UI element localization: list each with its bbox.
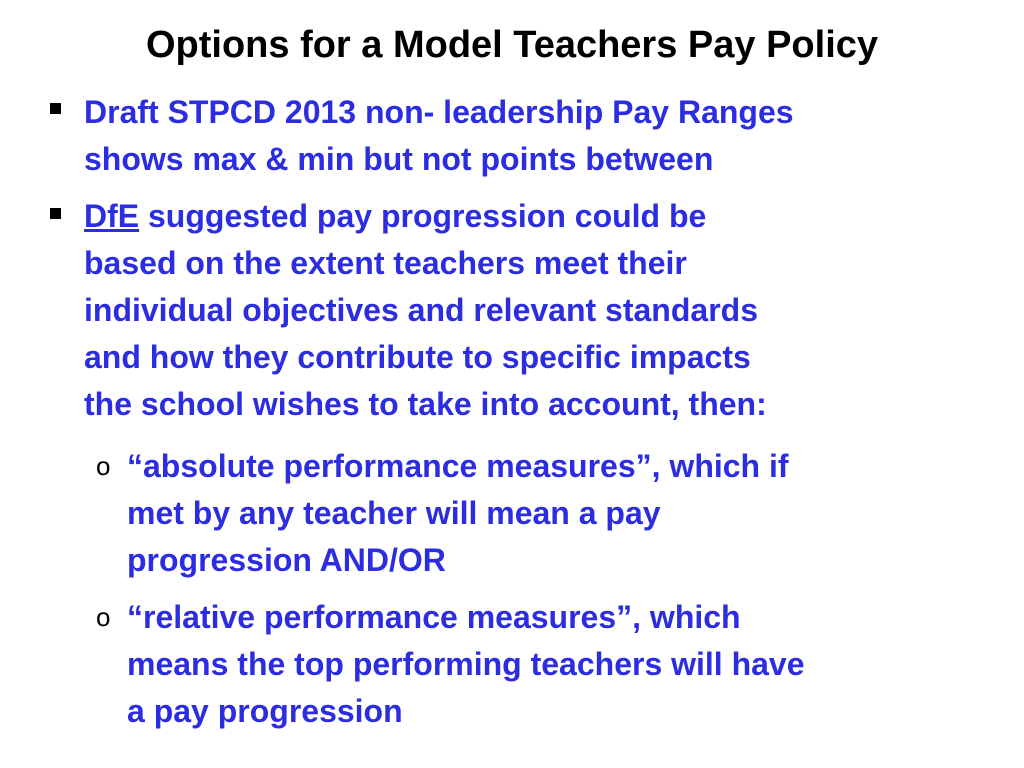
sub-bullet-line: a pay progression: [127, 693, 403, 729]
sub-bullet-line: “absolute performance measures”, which if: [127, 448, 789, 484]
bullet-item-dfe-progression: [84, 193, 984, 428]
bullet-line: and how they contribute to specific impacts: [84, 339, 751, 375]
bullet-line: Draft STPCD 2013 non- leadership Pay Ranges: [84, 94, 794, 130]
slide-title: Options for a Model Teachers Pay Policy: [145, 24, 879, 66]
sub-bullet-line: met by any teacher will mean a pay: [127, 495, 661, 531]
bullet-line: [84, 193, 984, 240]
bullet-text: suggested pay progression could be: [139, 198, 707, 234]
sub-bullet-relative-measures: [127, 594, 1007, 735]
square-bullet-icon: [50, 208, 61, 219]
sub-bullet-absolute-measures: [127, 443, 1007, 584]
bullet-line: based on the extent teachers meet their: [84, 245, 687, 281]
circle-bullet-icon: o: [96, 451, 111, 481]
circle-bullet-icon: o: [96, 602, 111, 632]
bullet-line: shows max & min but not points between: [84, 141, 714, 177]
bullet-line: individual objectives and relevant standards: [84, 292, 758, 328]
sub-bullet-line: means the top performing teachers will have: [127, 646, 805, 682]
bullet-line: the school wishes to take into account, then:: [84, 386, 767, 422]
sub-bullet-line: progression AND/OR: [127, 542, 446, 578]
sub-bullet-line: “relative performance measures”, which: [127, 599, 741, 635]
dfe-link[interactable]: DfE: [84, 198, 140, 234]
bullet-item-pay-ranges: [84, 89, 984, 183]
square-bullet-icon: [50, 103, 61, 114]
